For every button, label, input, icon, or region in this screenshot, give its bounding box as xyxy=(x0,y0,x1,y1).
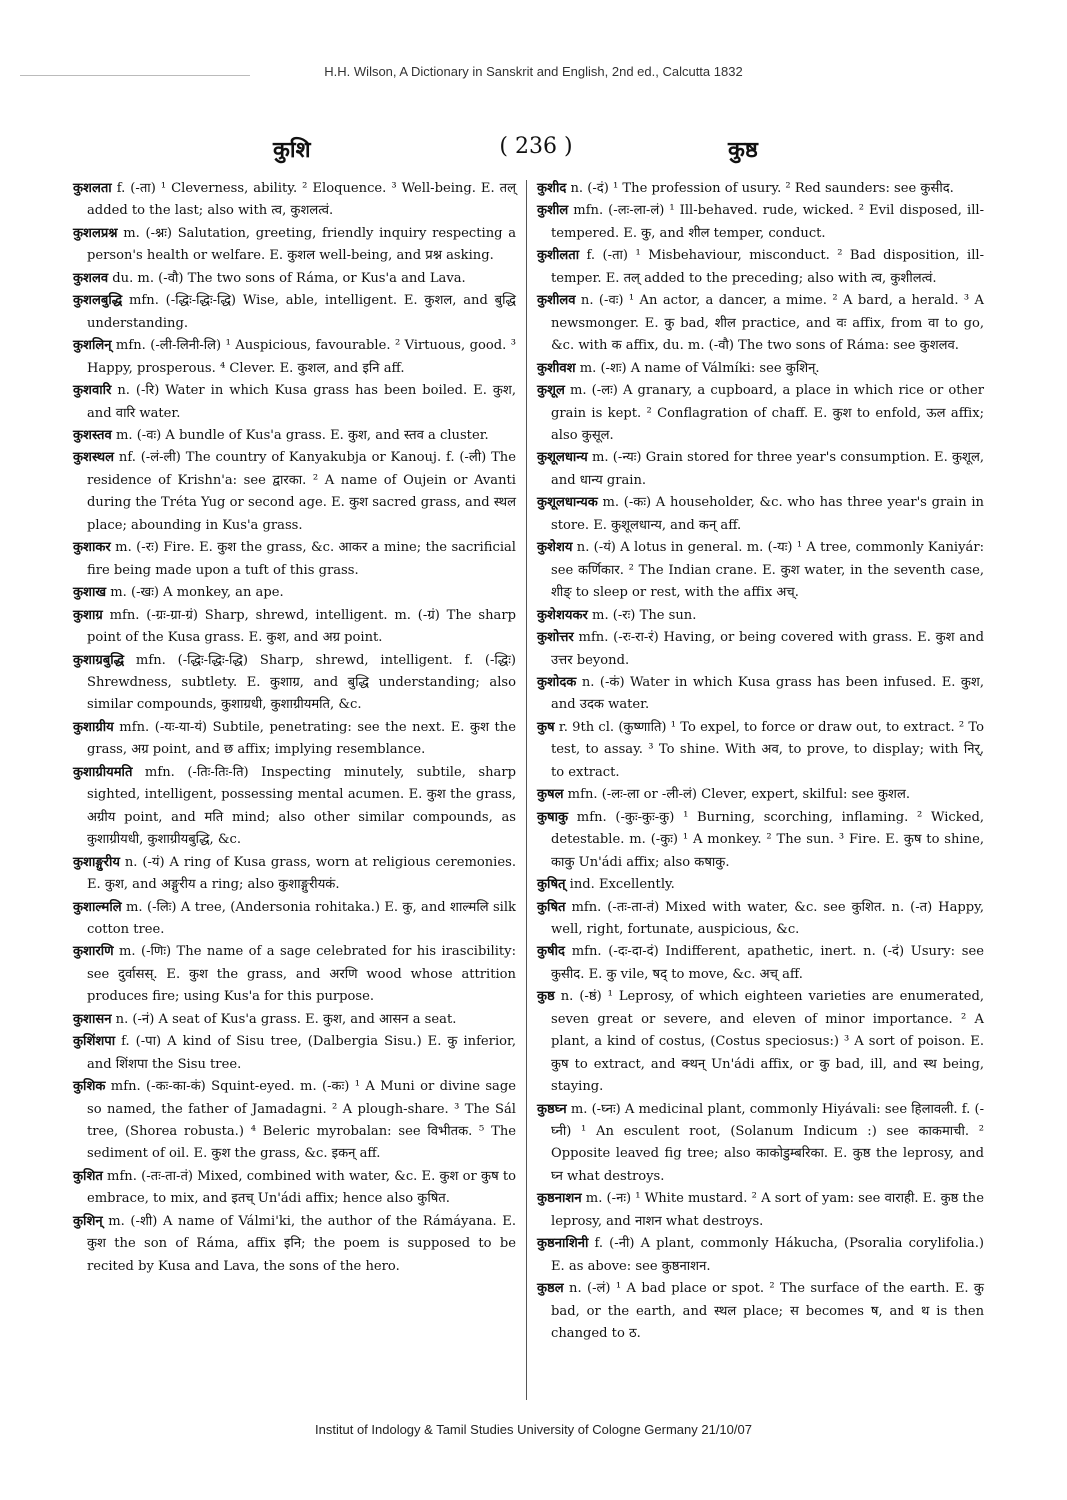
dictionary-entry xyxy=(537,178,984,200)
dictionary-entry xyxy=(537,672,984,717)
entry-definition: n. (-ष्ठं) ¹ Leprosy, of which eighteen varieties are enumerated, seven great or severe, and eleven of minor importance. ² A plant, a kind of costus, (Costus speciosus:) ³ A sort of poison. E. कुष to extract, and क्थन् Un'ádi affix, or कु bad, ill, and स्थ being, staying. xyxy=(551,989,984,1095)
dictionary-entry xyxy=(537,1099,984,1189)
entry-definition: n. (-कं) Water in which Kusa grass has been infused. E. कुश, and उदक water. xyxy=(551,674,984,713)
dictionary-entry xyxy=(73,1031,516,1076)
page-header xyxy=(0,134,1067,168)
entry-definition: n. (-लं) ¹ A bad place or spot. ² The surface of the earth. E. कु bad, or the earth, and स्थल place; स becomes ष, and थ is then changed to ठ. xyxy=(551,1281,984,1342)
entry-headword: कुशलता xyxy=(73,181,112,196)
entry-headword: कुशासन xyxy=(73,1011,112,1027)
entry-definition: m. (-घ्नः) A medicinal plant, commonly Hiyávali: see हिलावली. f. (-घ्नी) ¹ An esculent root, (Solanum Indicum :) see काकमाची. ² Opposite leaved fig tree; also काकोडुम्बरिका. E. कुष्ठ the leprosy, and घ्न what destroys. xyxy=(551,1101,984,1184)
dictionary-entry xyxy=(73,223,516,268)
entry-headword: कुशोदक xyxy=(537,674,577,690)
entry-headword: कुशलव xyxy=(73,270,109,286)
entry-headword: कुशाग्र xyxy=(73,607,103,623)
entry-headword: कुषल xyxy=(537,787,564,803)
dictionary-entry xyxy=(73,852,516,897)
entry-definition: n. (-दं) ¹ The profession of usury. ² Red saunders: see कुसीद. xyxy=(566,181,954,196)
entry-headword: कुशेशय xyxy=(537,540,573,556)
dictionary-entry xyxy=(73,1009,516,1031)
entry-headword: कुशाग्रीयमति xyxy=(73,764,133,780)
entry-headword: कुष्ठ xyxy=(537,989,555,1005)
entry-definition: mfn. (-कुः-कुः-कु) ¹ Burning, scorching, inflaming. ² Wicked, detestable. m. (-कुः) ¹ A monkey. ² The sun. ³ Fire. E. कुष to shine, काकु Un'ádi affix; also कषाकु. xyxy=(551,809,984,870)
entry-headword: कुशाख xyxy=(73,585,107,601)
dictionary-entry xyxy=(73,605,516,650)
dictionary-entry xyxy=(537,290,984,357)
entry-headword: कुशस्तव xyxy=(73,427,112,443)
dictionary-entry xyxy=(537,200,984,245)
dictionary-entry xyxy=(537,447,984,492)
entry-definition: m. (-णिः) The name of a sage celebrated for his irascibility: see दुर्वासस्. E. कुश the grass, and अरणि wood whose attrition produces fire; using Kus'a for this purpose. xyxy=(87,944,516,1005)
entry-headword: कुशीलता xyxy=(537,248,580,264)
entry-definition: mfn. (-द्धिः-द्धिः-द्धि) Sharp, shrewd, intelligent. f. (-द्धिः) Shrewdness, subtlety. E. कुशाग्र, and बुद्धि understanding; also similar compounds, कुशाग्रधी, कुशाग्रीयमति, &c. xyxy=(87,652,516,713)
column-divider xyxy=(526,180,527,1400)
entry-definition: mfn. (-लः-ला-लं) ¹ Ill-behaved. rude, wicked. ² Evil disposed, ill-tempered. E. कु, and शील temper, conduct. xyxy=(551,203,984,241)
entry-headword: कुषित xyxy=(537,899,566,915)
entry-headword: कुशीलव xyxy=(537,293,576,309)
entry-headword: कुष्ठनाशिनी xyxy=(537,1236,589,1252)
entry-definition: f. (-पा) A kind of Sisu tree, (Dalbergia Sisu.) E. कु inferior, and शिंशपा the Sisu tree. xyxy=(87,1034,516,1072)
dictionary-entry xyxy=(537,784,984,806)
entry-definition: m. (-कः) A householder, &c. who has three year's grain in store. E. कुशूलधान्य, and कन् aff. xyxy=(551,495,984,533)
entry-definition: m. (-खः) A monkey, an ape. xyxy=(106,585,284,601)
entry-headword: कुष्ठल xyxy=(537,1281,564,1297)
entry-definition: mfn. (-द्धिः-द्धिः-द्धि) Wise, able, intelligent. E. कुशल, and बुद्धि understanding. xyxy=(87,293,516,331)
dictionary-entry xyxy=(73,290,516,335)
entry-headword: कुशारणि xyxy=(73,944,114,960)
entry-headword: कुशूलधान्यक xyxy=(537,495,598,511)
dictionary-entry xyxy=(73,425,516,447)
entry-headword: कुष xyxy=(537,719,555,735)
entry-headword: कुशाङ्गुरीय xyxy=(73,854,120,870)
dictionary-entry xyxy=(73,380,516,425)
entry-definition: f. (-ता) ¹ Cleverness, ability. ² Eloquence. ³ Well-being. E. तल् added to the last; also with त्व, कुशलत्वं. xyxy=(87,181,516,219)
dictionary-entry xyxy=(537,492,984,537)
dictionary-entry xyxy=(73,1166,516,1211)
entry-definition: r. 9th cl. (कुष्णाति) ¹ To expel, to force or draw out, to extract. ² To test, to assay. ³ To shine. With अव, to prove, to display; with निर्, to extract. xyxy=(551,719,984,780)
dictionary-entry xyxy=(537,897,984,942)
footer-note: Institut of Indology & Tamil Studies University of Cologne Germany 21/10/07 xyxy=(315,1422,752,1437)
dictionary-entry xyxy=(537,986,984,1098)
dictionary-entry xyxy=(537,717,984,784)
right-column xyxy=(537,178,984,1346)
entry-definition: m. (-शी) A name of Válmi'ki, the author of the Rámáyana. E. कुश the son of Ráma, affix इनि; the poem is supposed to be recited by Kusa and Lava, the sons of the hero. xyxy=(87,1213,516,1274)
entry-definition: n. (-रि) Water in which Kusa grass has been boiled. E. कुश, and वारि water. xyxy=(87,383,516,421)
entry-definition: mfn. (-ली-लिनी-लि) ¹ Auspicious, favourable. ² Virtuous, good. ³ Happy, prosperous. ⁴ Clever. E. कुशल, and इनि aff. xyxy=(87,338,516,376)
dictionary-entry xyxy=(537,874,984,896)
entry-headword: कुशीद xyxy=(537,181,567,196)
entry-definition: m. (-शः) A name of Válmíki: see कुशिन्. xyxy=(575,360,820,376)
dictionary-entry xyxy=(73,897,516,942)
dictionary-entry xyxy=(73,447,516,537)
entry-definition: m. (-लिः) A tree, (Andersonia rohitaka.) E. कु, and शाल्मलि silk cotton tree. xyxy=(87,899,516,937)
entry-headword: कुशेशयकर xyxy=(537,607,588,623)
source-note: H.H. Wilson, A Dictionary in Sanskrit and English, 2nd ed., Calcutta 1832 xyxy=(324,64,743,79)
entry-headword: कुशाग्रीय xyxy=(73,719,114,735)
entry-definition: f. (-नी) A plant, commonly Hákucha, (Psoralia corylifolia.) E. as above: see कुष्ठनाशन. xyxy=(551,1236,984,1274)
dictionary-entry xyxy=(73,717,516,762)
dictionary-entry xyxy=(73,1211,516,1278)
entry-definition: m. (-श्नः) Salutation, greeting, friendly inquiry respecting a person's health or welfare. E. कुशल well-being, and प्रश्न asking. xyxy=(87,225,516,264)
entry-headword: कुशिन् xyxy=(73,1213,103,1229)
dictionary-entry xyxy=(73,335,516,380)
entry-headword: कुशित xyxy=(73,1168,103,1184)
entry-headword: कुशलबुद्धि xyxy=(73,293,123,309)
entry-headword: कुषाकु xyxy=(537,809,569,825)
page-number: ( 236 ) xyxy=(499,134,573,159)
entry-headword: कुशस्थल xyxy=(73,450,115,466)
left-guide-word: कुशि xyxy=(273,137,311,163)
entry-definition: ind. Excellently. xyxy=(565,877,675,893)
entry-definition: n. (-वः) ¹ An actor, a dancer, a mime. ² A bard, a herald. ³ A newsmonger. E. कु bad, शील practice, and वः affix, from वा to go, &c. with क affix, du. m. (-वौ) The two sons of Ráma: see कुशलव. xyxy=(551,293,984,354)
entry-definition: mfn. (-तः-ता-तं) Mixed with water, &c. see कुशित. n. (-त) Happy, well, right, fortunate, auspicious, &c. xyxy=(551,899,984,937)
entry-definition: nf. (-लं-ली) The country of Kanyakubja or Kanouj. f. (-ली) The residence of Krishn'a: see द्वारका. ² A name of Oujein or Avanti during the Tréta Yug or second age. E. कुश sacred grass, and स्थल place; abounding in Kus'a grass. xyxy=(87,450,516,533)
entry-definition: m. (-लः) A granary, a cupboard, a place in which rice or other grain is kept. ² Conflagration of chaff. E. कुश to enfold, ऊल affix; also कुसूल. xyxy=(551,383,984,443)
dictionary-entry xyxy=(537,941,984,986)
entry-definition: m. (-रः) The sun. xyxy=(587,607,697,623)
entry-definition: n. (-यं) A ring of Kusa grass, worn at religious ceremonies. E. कुश, and अङ्गुरीय a ring; also कुशाङ्गुरीयकं. xyxy=(87,854,516,893)
entry-definition: mfn. (-रः-रा-रं) Having, or being covered with grass. E. कुश and उत्तर beyond. xyxy=(551,630,984,668)
entry-definition: mfn. (-तिः-तिः-ति) Inspecting minutely, subtile, sharp sighted, intelligent, possessing mental acumen. E. कुश the grass, अग्रीय point, and मति mind; also other similar compounds, as कुशाग्रीयधी, कुशाग्रीयबुद्धि, &c. xyxy=(87,764,516,848)
dictionary-entry xyxy=(537,627,984,672)
entry-headword: कुशीवश xyxy=(537,360,576,376)
entry-definition: mfn. (-लः-ला or -ली-लं) Clever, expert, skilful: see कुशल. xyxy=(563,787,910,803)
entry-definition: n. (-नं) A seat of Kus'a grass. E. कुश, and आसन a seat. xyxy=(111,1011,457,1027)
dictionary-entry xyxy=(73,268,516,290)
dictionary-entry xyxy=(73,537,516,582)
dictionary-entry xyxy=(537,537,984,604)
dictionary-entry xyxy=(73,650,516,717)
entry-definition: f. (-ता) ¹ Misbehaviour, misconduct. ² Bad disposition, ill-temper. E. तल् added to the preceding; also with त्व, कुशीलत्वं. xyxy=(551,248,984,286)
entry-headword: कुशाकर xyxy=(73,540,111,556)
right-guide-word: कुष्ठ xyxy=(728,137,758,163)
entry-headword: कुशलिन् xyxy=(73,338,112,354)
dictionary-entry xyxy=(537,245,984,290)
dictionary-entry xyxy=(537,605,984,627)
dictionary-entry xyxy=(537,358,984,380)
dictionary-entry xyxy=(537,1278,984,1345)
entry-headword: कुशील xyxy=(537,203,569,219)
entry-definition: n. (-यं) A lotus in general. m. (-यः) ¹ A tree, commonly Kaniyár: see कर्णिकार. ² The Indian crane. E. कुश water, in the seventh case, शीङ् to sleep or rest, with the affix अच्. xyxy=(551,540,984,601)
dictionary-entry xyxy=(537,807,984,874)
entry-headword: कुशूल xyxy=(537,383,565,399)
entry-headword: कुशाग्रबुद्धि xyxy=(73,652,125,668)
dictionary-entry xyxy=(537,380,984,447)
entry-headword: कुशूलधान्य xyxy=(537,450,588,466)
entry-headword: कुशिक xyxy=(73,1079,106,1095)
entry-headword: कुषित् xyxy=(537,877,566,893)
entry-headword: कुशिंशपा xyxy=(73,1034,116,1050)
entry-definition: mfn. (-ग्रः-ग्रा-ग्रं) Sharp, shrewd, intelligent. m. (-ग्रं) The sharp point of the Kusa grass. E. कुश, and अग्र point. xyxy=(87,607,516,646)
dictionary-entry xyxy=(73,582,516,604)
entry-headword: कुषीद xyxy=(537,944,565,960)
left-column xyxy=(73,178,516,1278)
entry-definition: m. (-न्यः) Grain stored for three year's consumption. E. कुशूल, and धान्य grain. xyxy=(551,450,984,488)
dictionary-entry xyxy=(537,1233,984,1278)
entry-definition: mfn. (-तः-ता-तं) Mixed, combined with water, &c. E. कुश or कुष to embrace, to mix, and इतच् Un'ádi affix; hence also कुषित. xyxy=(87,1168,516,1207)
entry-headword: कुशोत्तर xyxy=(537,630,574,646)
entry-headword: कुष्ठनाशन xyxy=(537,1191,582,1207)
entry-headword: कुशवारि xyxy=(73,383,112,399)
dictionary-entry xyxy=(73,1076,516,1166)
scan-artifact-line xyxy=(20,75,250,76)
entry-headword: कुष्ठघ्न xyxy=(537,1101,567,1117)
entry-definition: m. (-वः) A bundle of Kus'a grass. E. कुश, and स्तव a cluster. xyxy=(111,427,489,443)
dictionary-entry xyxy=(73,762,516,852)
entry-definition: m. (-नः) ¹ White mustard. ² A sort of yam: see वाराही. E. कुष्ठ the leprosy, and नाशन what destroys. xyxy=(551,1191,984,1229)
entry-definition: mfn. (-यः-या-यं) Subtile, penetrating: see the next. E. कुश the grass, अग्र point, and छ affix; implying resemblance. xyxy=(87,719,516,758)
dictionary-entry xyxy=(537,1188,984,1233)
entry-headword: कुशलप्रश्न xyxy=(73,225,118,241)
dictionary-entry xyxy=(73,941,516,1008)
dictionary-entry xyxy=(73,178,516,223)
entry-definition: m. (-रः) Fire. E. कुश the grass, &c. आकर a mine; the sacrificial fire being made upon a tuft of this grass. xyxy=(87,540,516,578)
entry-definition: mfn. (-दः-दा-दं) Indifferent, apathetic, inert. n. (-दं) Usury: see कुसीद. E. कु vile, षद् to move, &c. अच् aff. xyxy=(551,944,984,982)
entry-headword: कुशाल्मलि xyxy=(73,899,122,915)
entry-definition: mfn. (-कः-का-कं) Squint-eyed. m. (-कः) ¹ A Muni or divine sage so named, the father of Jamadagni. ² A plough-share. ³ The Sál tree, (Shorea robusta.) ⁴ Beleric myrobalan: see विभीतक. ⁵ The sediment of oil. E. कुश the grass, &c. इकन् aff. xyxy=(87,1079,516,1162)
entry-definition: du. m. (-वौ) The two sons of Ráma, or Kus'a and Lava. xyxy=(108,270,466,286)
